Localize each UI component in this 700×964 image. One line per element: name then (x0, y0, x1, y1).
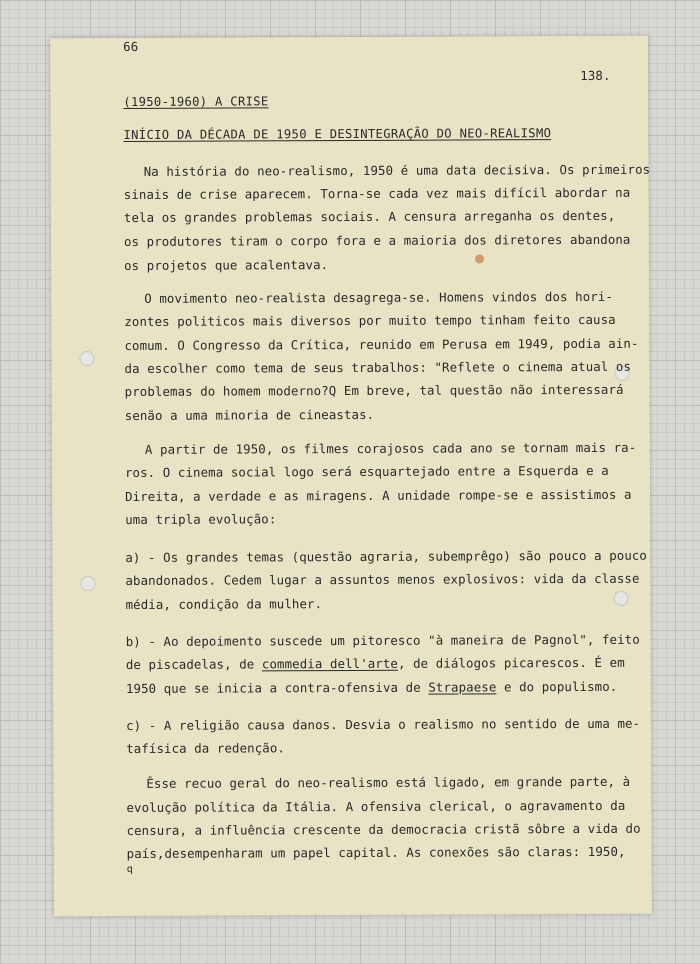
text-segment: de piscadelas, de (125, 656, 262, 672)
text-line: q (126, 863, 133, 875)
text-line: Na história do neo-realismo, 1950 é uma data decisiva. Os primeiros (143, 161, 651, 179)
text-line: A partir de 1950, os filmes corajosos cada ano se tornam mais ra- (144, 439, 637, 457)
text-line: país,desempenharam um papel capital. As conexões são claras: 1950, (126, 843, 626, 861)
text-line: evolução política da Itália. A ofensiva clerical, o agravamento da (126, 797, 626, 815)
text-line: censura, a influência crescente da democracia cristã sôbre a vida do (126, 820, 641, 838)
punch-hole (80, 576, 95, 591)
text-line: senão a uma minoria de cineastas. (124, 406, 375, 423)
text-line (126, 655, 625, 672)
text-line: tela os grandes problemas sociais. A censura arreganha os dentes, (123, 207, 616, 225)
text-line: c) - A religião causa danos. Desvia o realismo no sentido de uma me- (126, 715, 641, 733)
text-segment: e do populismo. (496, 678, 618, 695)
text-line: tafísica da redenção. (126, 740, 285, 756)
punch-hole (614, 591, 629, 606)
stain-spot (475, 254, 484, 263)
text-line: média, condição da mulher. (125, 596, 323, 612)
text-line: uma tripla evolução: (125, 511, 277, 527)
punch-hole (79, 351, 94, 366)
section-heading: (1950-1960) A CRISE (123, 94, 269, 109)
text-line: os projetos que acalentava. (124, 257, 329, 273)
page-number: 138. (580, 67, 611, 83)
typewritten-page (50, 36, 652, 917)
text-line: a) - Os grandes temas (questão agraria, subemprêgo) são pouco a pouco (125, 547, 648, 565)
text-segment: 1950 que se inicia a contra-ofensiva de (125, 679, 429, 696)
text-line: problemas do homem moderno?Q Em breve, tal questão não interessará (124, 381, 624, 399)
text-line: Êsse recuo geral do neo-realismo está ligado, em grande parte, à (146, 773, 631, 791)
text-segment: , de diálogos picarescos. É em (397, 654, 625, 671)
text-line (126, 679, 617, 696)
text-line: ros. O cinema social logo será esquartejado entre a Esquerda e a (124, 462, 609, 480)
text-line: comum. O Congresso da Crítica, reunido em Perusa em 1949, podia ain- (124, 335, 639, 353)
text-line: da escolher como tema de seus trabalhos: "Reflete o cinema atual os (124, 358, 632, 376)
text-line: O movimento neo-realista desagrega-se. Homens vindos dos hori- (144, 288, 613, 306)
text-line: Direita, a verdade e as miragens. A unidade rompe-se e assistimos a (125, 486, 632, 504)
section-subheading: INÍCIO DA DÉCADA DE 1950 E DESINTEGRAÇÃO DO NEO-REALISMO (123, 126, 552, 142)
text-line: abandonados. Cedem lugar a assuntos menos explosivos: vida da classe (125, 570, 640, 588)
corner-number: 66 (123, 38, 139, 54)
text-line: b) - Ao depoimento suscede um pitoresco "à maneira de Pagnol", feito (125, 631, 640, 649)
underlined-term: commedia dell'arte (261, 655, 399, 672)
text-line: os produtores tiram o corpo fora e a maioria dos diretores abandona (123, 231, 631, 249)
underlined-term: Strapaese (428, 679, 497, 695)
text-line: sinais de crise aparecem. Torna-se cada vez mais difícil abordar na (123, 184, 631, 202)
text-line: zontes politicos mais diversos por muito tempo tinham feito causa (124, 311, 616, 329)
